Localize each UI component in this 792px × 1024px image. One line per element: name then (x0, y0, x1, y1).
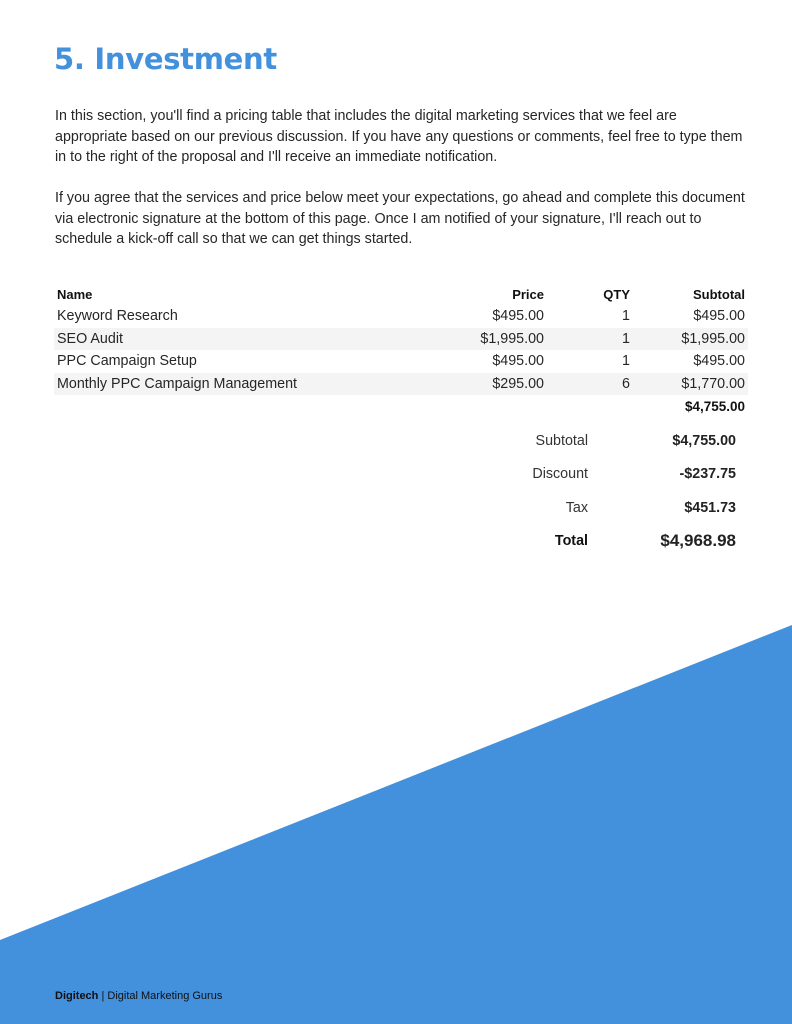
row-price: $495.00 (492, 308, 544, 325)
section-title: 5. Investment (54, 42, 277, 76)
summary-discount-value: -$237.75 (679, 466, 736, 483)
row-name: PPC Campaign Setup (57, 353, 197, 370)
row-qty: 1 (622, 353, 630, 370)
summary-total-value: $4,968.98 (660, 531, 736, 551)
table-row (54, 328, 748, 351)
row-qty: 1 (547, 328, 633, 351)
header-name: Name (57, 286, 93, 302)
row-subtotal: $1,770.00 (633, 373, 748, 396)
summary-subtotal-row (480, 424, 740, 458)
summary-total-label: Total (554, 533, 588, 550)
summary-tax-value: $451.73 (684, 499, 736, 516)
row-price: $495.00 (492, 353, 544, 370)
row-subtotal: $495.00 (693, 308, 745, 325)
table-total-row (54, 395, 748, 418)
table-row (54, 373, 748, 396)
intro-paragraph: In this section, you'll find a pricing table that includes the digital marketing services that we feel are appropriate based on our previous discussion. If you have any questions or comments, feel free to type them in to the right of the proposal and I'll receive an immediate notification. (55, 108, 743, 166)
row-name: Keyword Research (57, 308, 178, 325)
row-price: $1,995.00 (410, 328, 547, 351)
header-price: Price (512, 286, 544, 302)
row-subtotal: $1,995.00 (633, 328, 748, 351)
table-row (54, 350, 748, 373)
table-total-value: $4,755.00 (684, 398, 745, 414)
summary-total-row (480, 525, 740, 559)
table-row (54, 305, 748, 328)
summary-discount-row (480, 458, 740, 492)
summary-tax-row (480, 491, 740, 525)
row-name: SEO Audit (54, 328, 410, 351)
row-qty: 1 (622, 308, 630, 325)
row-qty: 6 (547, 373, 633, 396)
triangle-shape (0, 625, 792, 1024)
header-subtotal: Subtotal (693, 286, 745, 302)
row-subtotal: $495.00 (693, 353, 745, 370)
header-qty: QTY (603, 286, 630, 302)
footer-tagline: Digital Marketing Gurus (107, 990, 223, 1002)
summary-discount-label: Discount (532, 466, 588, 483)
pricing-summary (480, 424, 740, 558)
summary-subtotal-value: $4,755.00 (672, 432, 736, 449)
row-price: $295.00 (410, 373, 547, 396)
pricing-table (54, 283, 748, 418)
table-header-row (54, 283, 748, 305)
summary-subtotal-label: Subtotal (535, 432, 588, 449)
footer-brand: Digitech (55, 990, 99, 1002)
summary-tax-label: Tax (565, 499, 588, 516)
page-footer (55, 990, 222, 1002)
footer-separator: | (98, 990, 108, 1002)
agreement-paragraph: If you agree that the services and price below meet your expectations, go ahead and complete this document via electronic signature at the bottom of this page. Once I am notified of your signature, I'll reach out to schedule a kick-off call so that we can get things started. (55, 190, 745, 248)
row-name: Monthly PPC Campaign Management (54, 373, 410, 396)
